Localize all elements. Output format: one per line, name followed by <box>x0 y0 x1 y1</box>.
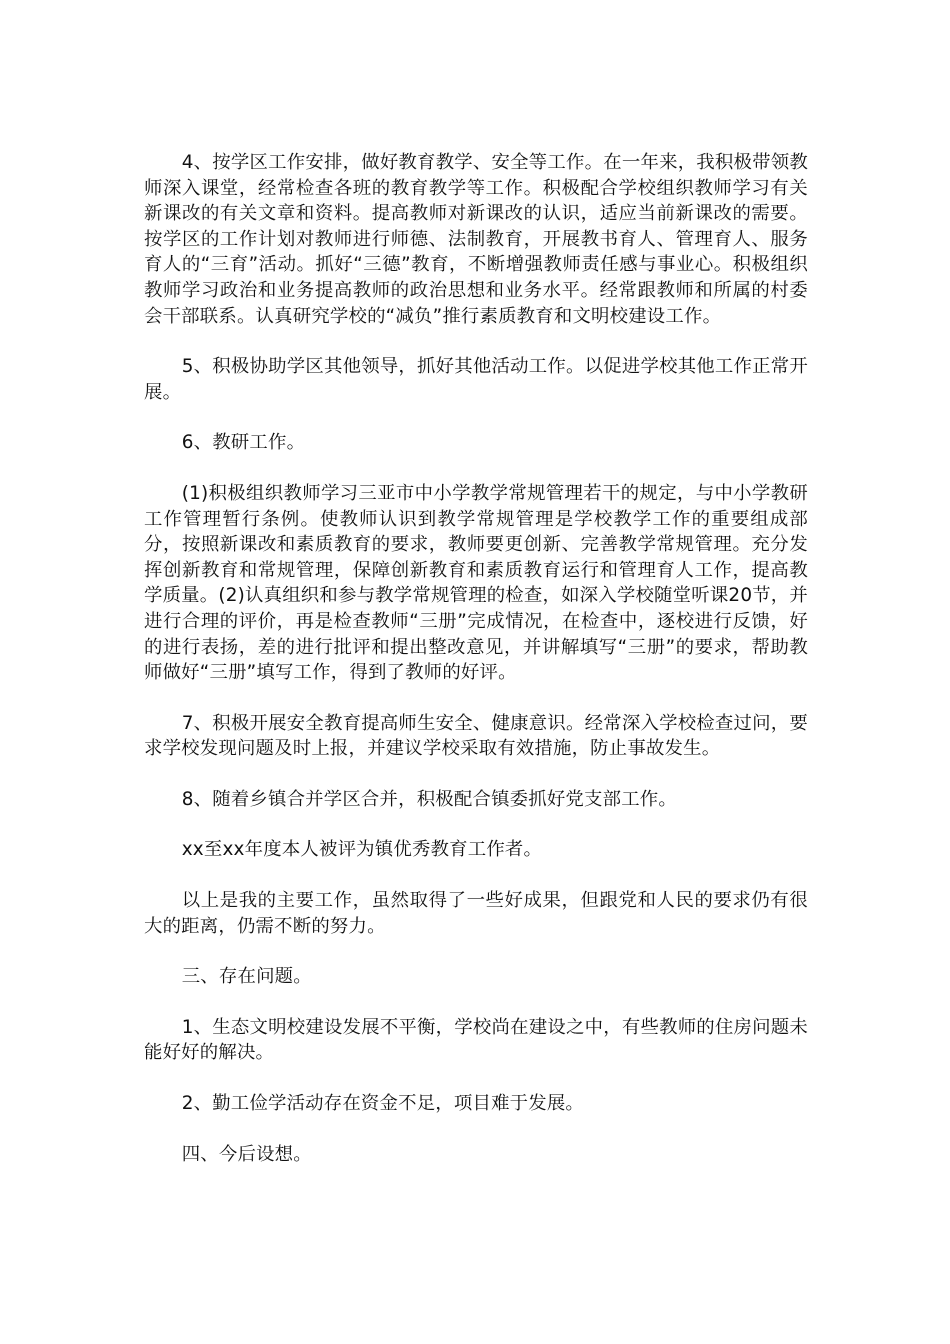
paragraph-summary: 以上是我的主要工作，虽然取得了一些好成果，但跟党和人民的要求仍有很大的距离，仍需不断的努力。 <box>144 890 808 937</box>
document-body <box>144 150 808 1192</box>
paragraph-item-4: 4、按学区工作安排，做好教育教学、安全等工作。在一年来，我积极带领教师深入课堂，经常检查各班的教育教学等工作。积极配合学校组织教师学习有关新课改的有关文章和资料。提高教师对新课改的认识，适应当前新课改的需要。按学区的工作计划对教师进行师德、法制教育，开展教书育人、管理育人、服务育人的“三育”活动。抓好“三德”教育，不断增强教师责任感与事业心。积极组织教师学习政治和业务提高教师的政治思想和业务水平。经常跟教师和所属的村委会干部联系。认真研究学校的“减负”推行素质教育和文明校建设工作。 <box>144 152 808 327</box>
paragraph-item-8: 8、随着乡镇合并学区合并，积极配合镇委抓好党支部工作。 <box>181 788 677 810</box>
paragraph-item-6-heading: 6、教研工作。 <box>181 432 306 454</box>
paragraph-item-5: 5、积极协助学区其他领导，抓好其他活动工作。以促进学校其他工作正常开展。 <box>144 356 808 403</box>
paragraph-award: xx至xx年度本人被评为镇优秀教育工作者。 <box>181 839 543 861</box>
section-heading-problems: 三、存在问题。 <box>181 966 312 988</box>
paragraph-item-7: 7、积极开展安全教育提高师生安全、健康意识。经常深入学校检查过问，要求学校发现问题及时上报，并建议学校采取有效措施，防止事故发生。 <box>144 712 808 760</box>
paragraph-teaching-research: (1)积极组织教师学习三亚市中小学教学常规管理若干的规定，与中小学教研工作管理暂行条例。使教师认识到教学常规管理是学校教学工作的重要组成部分，按照新课改和素质教育的要求，教师要更创新、完善教学常规管理。充分发挥创新教育和常规管理，保障创新教育和素质教育运行和管理育人工作，提高教学质量。(2)认真组织和参与教学常规管理的检查，如深入学校随堂听课20节，并进行合理的评价，再是检查教师“三册”完成情况，在检查中，逐校进行反馈，好的进行表扬，差的进行批评和提出整改意见，并讲解填写“三册”的要求，帮助教师做好“三册”填写工作，得到了教师的好评。 <box>144 482 808 684</box>
section-heading-future-plans: 四、今后设想。 <box>181 1143 312 1165</box>
paragraph-problem-2: 2、勤工俭学活动存在资金不足，项目难于发展。 <box>181 1093 585 1115</box>
paragraph-problem-1: 1、生态文明校建设发展不平衡，学校尚在建设之中，有些教师的住房问题未能好好的解决。 <box>144 1016 808 1064</box>
